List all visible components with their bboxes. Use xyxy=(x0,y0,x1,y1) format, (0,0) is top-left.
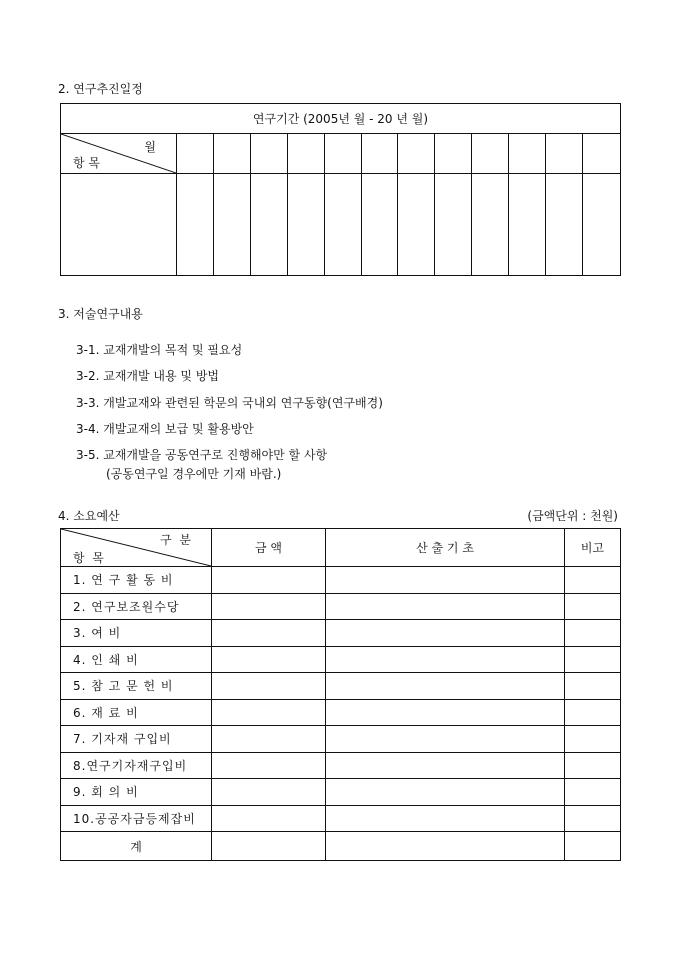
schedule-cell xyxy=(213,174,250,276)
basis-cell xyxy=(326,620,565,647)
budget-row xyxy=(61,593,621,620)
amount-cell xyxy=(212,593,326,620)
budget-item: 4. 인 쇄 비 xyxy=(61,646,212,673)
basis-cell xyxy=(326,593,565,620)
schedule-cell xyxy=(472,174,509,276)
amount-cell xyxy=(212,699,326,726)
budget-item: 9. 회 의 비 xyxy=(61,779,212,806)
schedule-cell xyxy=(398,174,435,276)
amount-cell xyxy=(212,752,326,779)
remarks-cell xyxy=(565,646,621,673)
month-cell xyxy=(324,134,361,174)
basis-cell xyxy=(326,832,565,861)
schedule-cell xyxy=(250,174,287,276)
basis-cell xyxy=(326,673,565,700)
budget-row xyxy=(61,832,621,861)
budget-item: 1. 연 구 활 동 비 xyxy=(61,567,212,594)
schedule-cell xyxy=(509,174,546,276)
budget-item: 5. 참 고 문 헌 비 xyxy=(61,673,212,700)
schedule-cell xyxy=(324,174,361,276)
content-item: 3-4. 개발교재의 보급 및 활용방안 xyxy=(76,422,254,436)
amount-cell xyxy=(212,805,326,832)
month-cell xyxy=(177,134,214,174)
budget-table xyxy=(60,528,621,861)
month-cell xyxy=(361,134,398,174)
amount-cell xyxy=(212,779,326,806)
budget-item: 7. 기자재 구입비 xyxy=(61,726,212,753)
content-item: 3-1. 교재개발의 목적 및 필요성 xyxy=(76,343,243,357)
amount-cell xyxy=(212,726,326,753)
budget-row xyxy=(61,673,621,700)
budget-row xyxy=(61,726,621,753)
diagonal-header xyxy=(61,134,177,174)
month-cell xyxy=(213,134,250,174)
section4-title: 4. 소요예산 xyxy=(58,509,120,523)
content-item: 3-5. 교재개발을 공동연구로 진행해야만 할 사항 xyxy=(76,448,328,462)
amount-cell xyxy=(212,832,326,861)
month-cell xyxy=(250,134,287,174)
remarks-cell xyxy=(565,805,621,832)
budget-item: 계 xyxy=(61,832,212,861)
schedule-table xyxy=(60,103,621,276)
remarks-cell xyxy=(565,567,621,594)
schedule-cell xyxy=(361,174,398,276)
schedule-cell xyxy=(435,174,472,276)
schedule-cell xyxy=(582,174,620,276)
remarks-cell xyxy=(565,593,621,620)
amount-cell xyxy=(212,673,326,700)
unit-label: (금액단위 : 천원) xyxy=(527,509,618,523)
month-cell xyxy=(435,134,472,174)
budget-row xyxy=(61,620,621,647)
amount-cell xyxy=(212,620,326,647)
budget-item: 10.공공자금등제잡비 xyxy=(61,805,212,832)
month-cell xyxy=(546,134,583,174)
budget-item: 2. 연구보조원수당 xyxy=(61,593,212,620)
basis-cell xyxy=(326,779,565,806)
remarks-cell xyxy=(565,673,621,700)
budget-row xyxy=(61,752,621,779)
remarks-cell xyxy=(565,752,621,779)
budget-item: 8.연구기자재구입비 xyxy=(61,752,212,779)
basis-cell xyxy=(326,726,565,753)
month-cell xyxy=(582,134,620,174)
month-cell xyxy=(398,134,435,174)
basis-cell xyxy=(326,567,565,594)
month-cell xyxy=(472,134,509,174)
basis-cell xyxy=(326,699,565,726)
budget-row xyxy=(61,646,621,673)
content-item: 3-3. 개발교재와 관련된 학문의 국내외 연구동향(연구배경) xyxy=(76,396,383,410)
budget-item: 3. 여 비 xyxy=(61,620,212,647)
amount-cell xyxy=(212,646,326,673)
budget-row xyxy=(61,779,621,806)
remarks-cell xyxy=(565,620,621,647)
budget-row xyxy=(61,699,621,726)
content-item: 3-2. 교재개발 내용 및 방법 xyxy=(76,369,220,383)
month-cell xyxy=(287,134,324,174)
item-cell xyxy=(61,174,177,276)
basis-cell xyxy=(326,805,565,832)
remarks-cell xyxy=(565,726,621,753)
basis-cell xyxy=(326,646,565,673)
amount-header: 금 액 xyxy=(212,529,326,567)
item-label: 항 목 xyxy=(73,156,100,170)
basis-cell xyxy=(326,752,565,779)
budget-item: 6. 재 료 비 xyxy=(61,699,212,726)
remarks-header: 비고 xyxy=(565,529,621,567)
basis-header: 산 출 기 초 xyxy=(326,529,565,567)
remarks-cell xyxy=(565,832,621,861)
month-label: 월 xyxy=(144,140,156,154)
period-header: 연구기간 (2005년 월 - 20 년 월) xyxy=(61,104,621,134)
content-note: (공동연구일 경우에만 기재 바람.) xyxy=(106,467,282,481)
schedule-cell xyxy=(546,174,583,276)
category-label: 구 분 xyxy=(160,533,191,547)
section3-title: 3. 저술연구내용 xyxy=(58,307,143,321)
budget-row xyxy=(61,805,621,832)
schedule-cell xyxy=(177,174,214,276)
item-label: 항 목 xyxy=(73,551,104,565)
budget-row xyxy=(61,567,621,594)
section2-title: 2. 연구추진일정 xyxy=(58,82,143,96)
amount-cell xyxy=(212,567,326,594)
remarks-cell xyxy=(565,699,621,726)
schedule-cell xyxy=(287,174,324,276)
diagonal-header xyxy=(61,529,212,567)
remarks-cell xyxy=(565,779,621,806)
month-cell xyxy=(509,134,546,174)
